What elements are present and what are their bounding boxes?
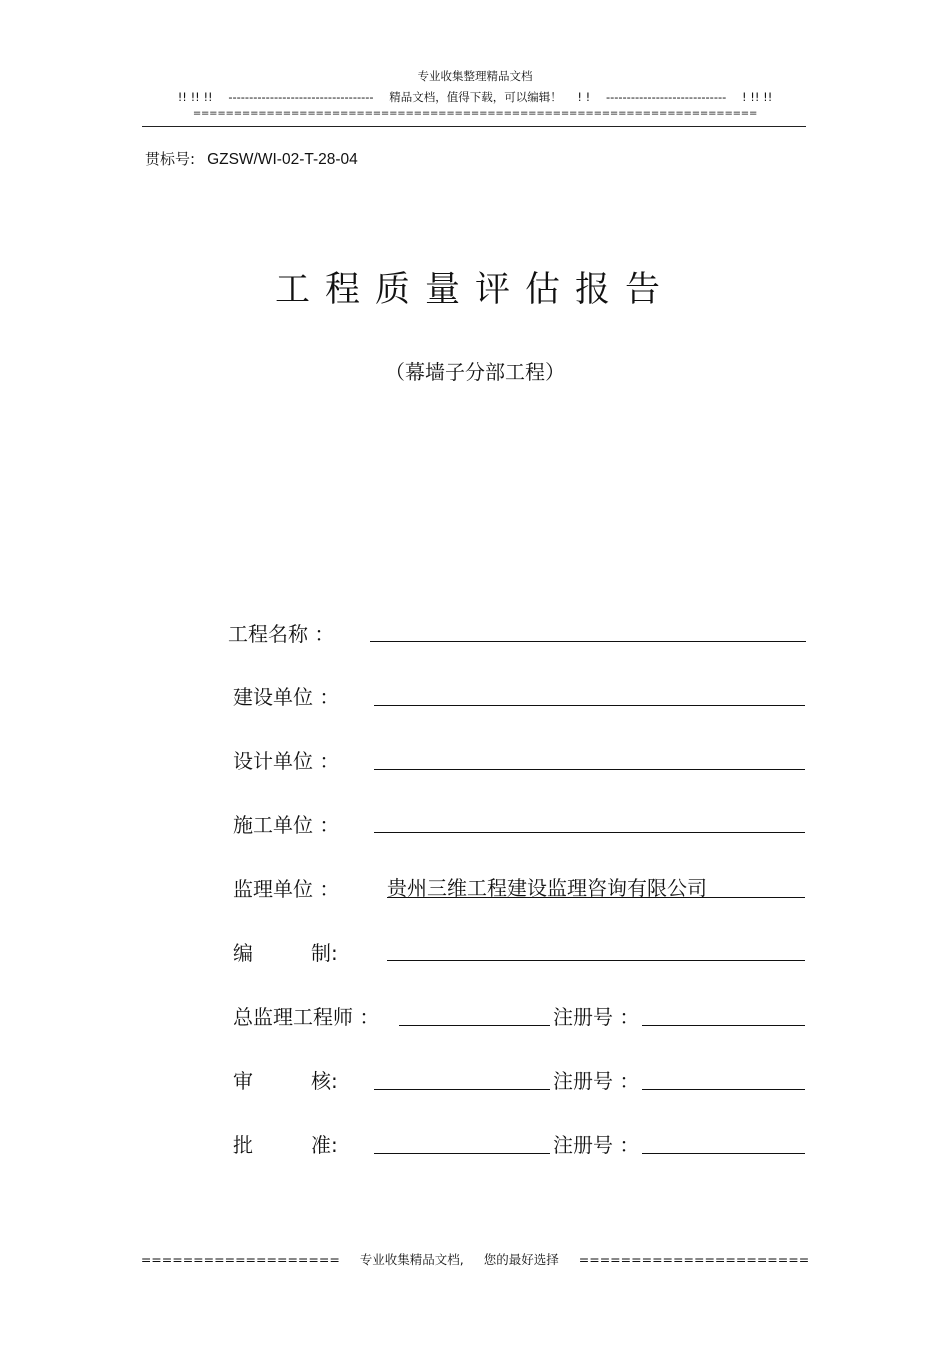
header-left-dashes: ----------------------------------- <box>228 90 374 104</box>
footer-left-equals: =================== <box>140 1252 340 1267</box>
field-line-compiled[interactable] <box>387 960 805 961</box>
footer-text-b: 您的最好选择 <box>483 1252 559 1267</box>
field-line-reg-no-2[interactable] <box>642 1089 805 1090</box>
header-rule <box>142 126 806 127</box>
footer-right-equals: ====================== <box>578 1252 810 1267</box>
header-right-marks-b: ! !! !! <box>741 90 773 104</box>
field-label-review-b: 核: <box>311 1069 338 1093</box>
header-right-marks-a: ! ! <box>577 90 591 104</box>
field-label-review-a: 审 <box>233 1069 253 1093</box>
field-label-construction-unit: 建设单位 ： <box>233 685 340 709</box>
field-label-approve-a: 批 <box>233 1133 253 1157</box>
header-banner <box>0 89 950 105</box>
standard-code: GZSW/WI-02-T-28-04 <box>207 151 358 168</box>
standard-number <box>145 148 358 169</box>
field-line-chief-engineer[interactable] <box>399 1025 550 1026</box>
field-label-reg-no-3: 注册号 ： <box>553 1133 640 1157</box>
footer-text-a: 专业收集精品文档, <box>359 1252 464 1267</box>
field-label-reg-no-2: 注册号 ： <box>553 1069 640 1093</box>
field-line-approve[interactable] <box>374 1153 550 1154</box>
header-left-marks: !! !! !! <box>177 90 213 104</box>
header-top-note: 专业收集整理精品文档 <box>417 69 533 83</box>
field-label-compiled-b: 制: <box>311 941 338 965</box>
field-label-reg-no-1: 注册号 ： <box>553 1005 640 1029</box>
header-equals-line: ===================================================================== <box>192 108 758 119</box>
header-right-dashes: ----------------------------- <box>605 90 727 104</box>
page-title: 工程质量评估报告 <box>274 270 675 310</box>
field-label-supervision-unit: 监理单位 ： <box>233 877 340 901</box>
footer-banner <box>0 1250 950 1268</box>
page-subtitle: （幕墙子分部工程） <box>385 360 565 384</box>
field-line-design-unit[interactable] <box>374 769 805 770</box>
field-label-compiled-a: 编 <box>233 941 253 965</box>
field-line-supervision-unit[interactable] <box>387 897 805 898</box>
header-center-note: 精品文档，值得下载，可以编辑！ <box>389 90 562 104</box>
field-label-approve-b: 准: <box>311 1133 338 1157</box>
field-line-review[interactable] <box>374 1089 550 1090</box>
field-line-reg-no-1[interactable] <box>642 1025 805 1026</box>
standard-label: 贯标号: <box>145 150 196 168</box>
field-line-builder-unit[interactable] <box>374 832 805 833</box>
field-value-supervision-unit: 贵州三维工程建设监理咨询有限公司 <box>387 876 707 900</box>
field-label-design-unit: 设计单位 ： <box>233 749 340 773</box>
field-label-project-name: 工程名称 ： <box>228 622 335 646</box>
field-line-reg-no-3[interactable] <box>642 1153 805 1154</box>
field-line-construction-unit[interactable] <box>374 705 805 706</box>
field-label-builder-unit: 施工单位 ： <box>233 813 340 837</box>
field-label-chief-engineer: 总监理工程师 ： <box>233 1005 380 1029</box>
field-line-project-name[interactable] <box>370 641 806 642</box>
